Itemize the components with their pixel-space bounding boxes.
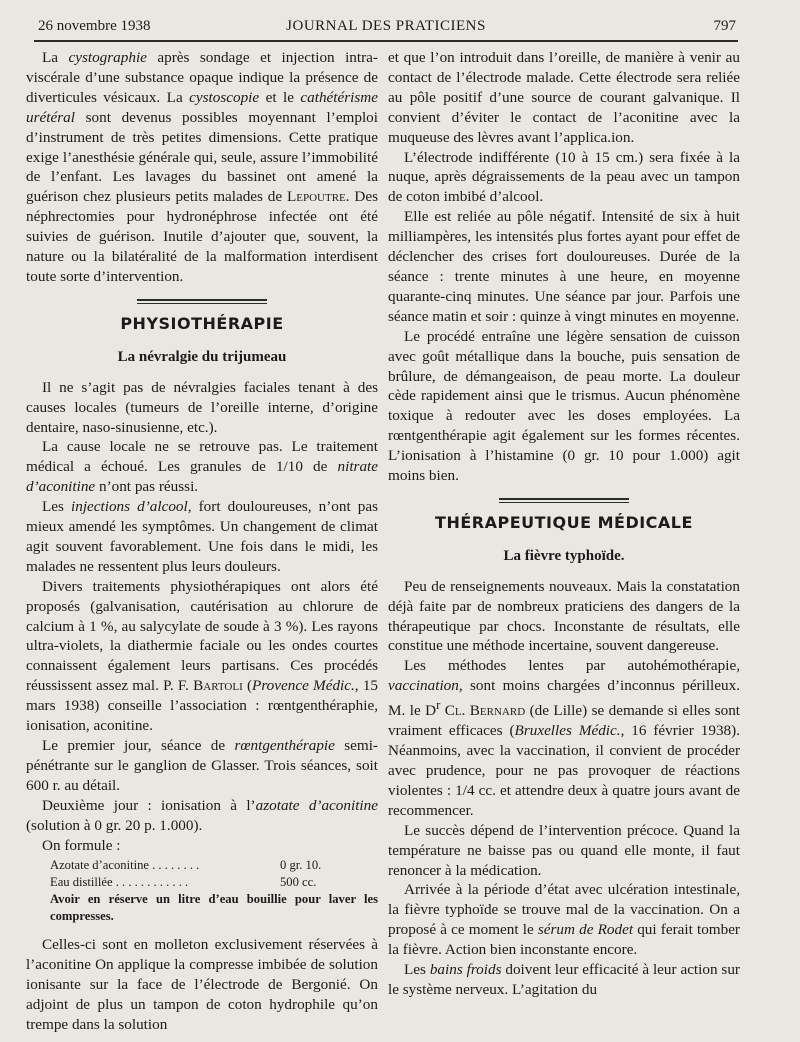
page-header bbox=[34, 14, 738, 42]
header-date: 26 novembre 1938 bbox=[38, 18, 151, 34]
paragraph: La cause locale ne se retrouve pas. Le traitement médical a échoué. Les granules de 1/10 de nitrate d’aconitine n’ont pas réussi. bbox=[26, 438, 378, 496]
section-divider bbox=[499, 498, 629, 503]
formula-block bbox=[26, 857, 378, 925]
paragraph: Le succès dépend de l’intervention précoce. Quand la température ne baisse pas ou quand elle monte, il faut renoncer à la médication. bbox=[388, 821, 740, 879]
paragraph: Celles-ci sont en molleton exclusivement réservées à l’aconitine On applique la compresse imbibée de solution ionisante sur la face de l’électrode de Bergonié. On adjoint de plus un tampon de coton hydrophile qu’on trempe dans la solution bbox=[26, 936, 378, 1034]
paragraph: Les injections d’alcool, fort douloureuses, n’ont pas mieux amendé les symptômes. Un changement de climat agit souvent favorablement. Une fois dans le midi, les malades ne ressentent plus leurs douleurs. bbox=[26, 498, 378, 575]
formula-row: Eau distillée . . . . . . . . . . . . 500 cc. bbox=[50, 875, 317, 890]
formula-row: Azotate d’aconitine . . . . . . . . 0 gr. 10. bbox=[50, 858, 322, 873]
paragraph: L’électrode indifférente (10 à 15 cm.) sera fixée à la nuque, après dégraissements de la peau avec un tampon de coton imbibé d’alcool. bbox=[388, 148, 740, 206]
paragraph: Les méthodes lentes par autohémothérapie, vaccination, sont moins chargées d’inconnus périlleux. M. le $D^r$ Cl. Bernard (de Lille) se demande si elles sont vraiment efficaces (Bruxelles Médic., 16 février 1938). Néanmoins, avec la vaccination, il convient de procéder avec prudence, pour ne pas provoquer de réactions violentes : 1/4 cc. et attendre deux à quatre jours avant de recommencer. bbox=[388, 657, 741, 819]
paragraph: Arrivée à la période d’état avec ulcération intestinale, la fièvre typhoïde se trouve mal de la vaccination. On a proposé à ce moment le sérum de Rodet qui ferait tomber la fièvre. Action bien inconstante encore. bbox=[388, 881, 740, 959]
paragraph: et que l’on introduit dans l’oreille, de manière à venir au contact de l’électrode malade. Cette électrode sera reliée au pôle positif d’une source de courant galvanique. Il convient d’éviter le contact de l’aconitine avec la muqueuse des lèvres avant l’applica.ion. bbox=[388, 49, 740, 146]
subhead-nevralgie: La névralgie du trijumeau bbox=[117, 348, 287, 365]
intro-paragraph: La cystographie après sondage et injection intra-viscérale d’une substance opaque indique la présence de diverticules vésicaux. La cystoscopie et le cathétérisme urétéral sont devenus possibles moyennant l’emploi d’instrument de très petites dimensions. Cette pratique exige l’anesthésie générale qui, seule, assure l’immobilité de l’enfant. Les lavages du bassinet ont amené la guérison chez plusieurs petits malades de Lepoutre. Des néphrectomies pour hydronéphrose infectée ont été suivies de guérison. Inutile d’ajouter que, souvent, la nature ou la bilatéralité de la malformation interdisent toute sorte d’intervention. bbox=[26, 49, 378, 285]
page-number: 797 bbox=[713, 18, 736, 34]
section-title-physiotherapie: PHYSIOTHÉRAPIE bbox=[120, 313, 284, 333]
section-divider bbox=[137, 299, 267, 304]
right-column bbox=[388, 48, 740, 1000]
formula-note: Avoir en réserve un litre d’eau bouillie pour laver les compresses. bbox=[50, 892, 378, 924]
paragraph: Les bains froids doivent leur efficacité à leur action sur le système nerveux. L’agitation du bbox=[388, 961, 740, 998]
subhead-fievre-typhoide: La fièvre typhoïde. bbox=[503, 547, 625, 564]
paragraph: Deuxième jour : ionisation à l’azotate d’aconitine (solution à 0 gr. 20 p. 1.000). bbox=[26, 796, 378, 834]
paragraph: Divers traitements physiothérapiques ont alors été proposés (galvanisation, cautérisation au chlorure de calcium à 1 %, au salycylate de soude à 3 %). Les rayons ultra-violets, la diathermie faciale ou les ondes courtes connaissent également leurs partisans. Ces procédés réussissent assez mal. P. F. Bartoli (Provence Médic., 15 mars 1938) conseille l’association : rœntgenthéraphie, ionisation, aconitine. bbox=[26, 577, 379, 735]
paragraph: Elle est reliée au pôle négatif. Intensité de six à huit milliampères, les intensités plus fortes ayant pour effet de déclencher des crises fort douloureuses. Durée de la séance : trente minutes à une heure, en moyenne quarante-cinq minutes. Une séance par jour. Parfois une séance matin et soir : quinze à vingt minutes en moyenne. bbox=[388, 208, 740, 325]
journal-title: JOURNAL DES PRATICIENS bbox=[286, 18, 486, 34]
left-column bbox=[26, 48, 378, 1035]
paragraph: Peu de renseignements nouveaux. Mais la constatation déjà faite par de nombreux praticiens des dangers de la thérapeutique par chocs. Inconstante de résultats, elle constitue une méthode incertaine, souvent dangereuse. bbox=[388, 577, 740, 655]
section-title-therapeutique: THÉRAPEUTIQUE MÉDICALE bbox=[435, 512, 693, 532]
paragraph: On formule : bbox=[42, 836, 121, 854]
paragraph: Le procédé entraîne une légère sensation de cuisson avec goût métallique dans la bouche, puis sensation de brûlure, de démangeaison, de peau morte. La douleur cède rapidement ainsi que le trismus. Aucun phénomène toxique à redouter avec les doses employées. La rœntgenthérapie agit également sur les formes récentes. L’ionisation à l’histamine (0 gr. 10 pour 1.000) agit moins bien. bbox=[388, 327, 740, 485]
paragraph: Le premier jour, séance de rœntgenthérapie semi-pénétrante sur le ganglion de Glasser. Trois séances, soit 600 r. au détail. bbox=[26, 737, 378, 794]
paragraph: Il ne s’agit pas de névralgies faciales tenant à des causes locales (tumeurs de l’oreille interne, d’origine dentaire, naso-sinusienne, etc.). bbox=[26, 378, 378, 436]
